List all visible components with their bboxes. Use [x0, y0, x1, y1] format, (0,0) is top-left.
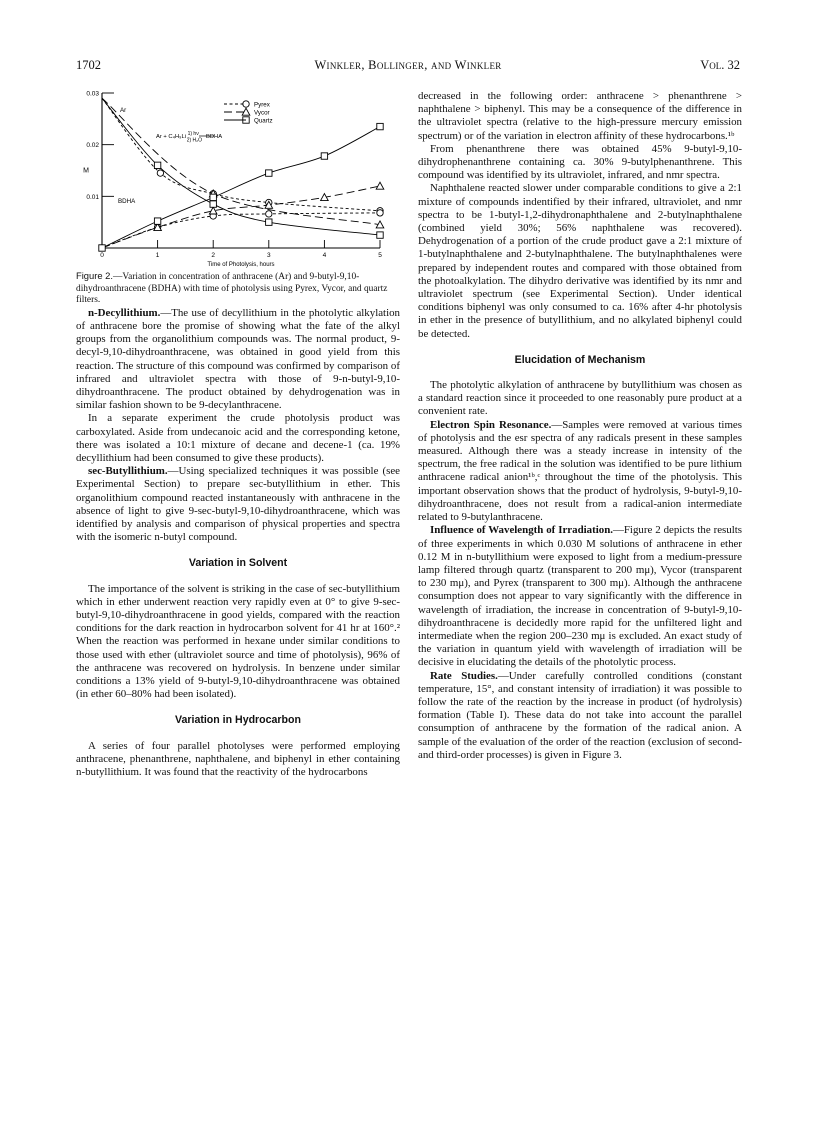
paragraph-carboxylation: In a separate experiment the crude photolysis product was carboxylated. Aside from undecanoic acid and the corresponding ketone, there was isolated a 10:1 mixture of decane and decene-1 (ca. 19% decyllithium had been consumed to give these products).: [76, 412, 400, 465]
data-point-circle: [266, 211, 272, 217]
data-point-square: [154, 218, 160, 224]
x-tick-label: 2: [211, 252, 216, 259]
paragraph-reactivity-order: decreased in the following order: anthracene > phenanthrene > naphthalene > biphenyl. This may be a consequence of the difference in the ultraviolet spectra (relative to the high-pressure mercury emission spectrum) or of the variation in electron affinity of these hydrocarbons.¹ᵇ: [418, 90, 742, 142]
annotation-reaction: Ar + C₄H₉Li 1) hν 2) H₂OBDHA: [156, 131, 223, 144]
paragraph-standard-reaction: The photolytic alkylation of anthracene by butyllithium was chosen as a standard reaction since it proceeded to one reasonably pure product at a convenient rate.: [418, 379, 742, 418]
page-number: 1702: [76, 58, 101, 72]
data-point-square: [99, 245, 105, 251]
figure-2: [76, 90, 400, 270]
data-point-circle: [157, 170, 163, 176]
pyrex-ar-line: [102, 98, 380, 211]
data-point-square: [377, 123, 383, 129]
running-title: Winkler, Bollinger, and Winkler: [314, 58, 502, 72]
y-tick-label: 0.02: [86, 142, 99, 150]
right-column: [418, 90, 742, 762]
y-axis-label: M: [83, 167, 89, 175]
vycor-ar-line: [102, 98, 380, 225]
data-point-square: [210, 201, 216, 207]
legend-label: Pyrex: [254, 101, 270, 109]
paragraph-naphthalene: Naphthalene reacted slower under comparable conditions to give a 2:1 mixture of compounds indentified by their infrared, ultraviolet, and nmr spectra to be 1-butyl-1,2-dihydronaphthalene and 2-butylnaphthalene (combined yield 30%; 56% naphthalene was recovered). Dehydrogenation of a portion of the crude product gave a 2:1 mixture of 1-butylnaphthalene and 2-butylnaphthalene. The butylnaphthalenes were prepared by independent routes and compared with those obtained from the photoalkylation. The dihydro derivative was identified by its nmr and ultraviolet spectrum (see Experimental Section). Under identical conditions biphenyl was only consumed to ca. 16% after 4-hr photolysis in ether in the presence of butyllithium, and no alkylated biphenyl could be detected.: [418, 182, 742, 340]
chart-series: [99, 98, 384, 251]
chart-labels: [83, 91, 382, 269]
running-header: [76, 58, 740, 74]
data-point-square: [321, 153, 327, 159]
y-tick-label: 0.01: [86, 193, 99, 201]
x-tick-label: 4: [322, 252, 327, 259]
paragraph-phenanthrene: From phenanthrene there was obtained 45% 9-butyl-9,10-dihydrophenanthrene containing ca. 30% 9-butylphenanthrene. This compound was identified by its ultraviolet, infrared, and nmr spectra.: [418, 142, 742, 182]
annotation-ar: Ar: [120, 107, 127, 114]
volume-label: Vol. 32: [700, 58, 740, 72]
paragraph-decyllithium: n-Decyllithium.—The use of decyllithium in the photolytic alkylation of anthracene bore the promise of showing what the fate of the alkyl groups from the organolithium compounds was. The normal product, 9-decyl-9,10-dihydroanthracene, was obtained in good yield from this reaction. The structure of this compound was confirmed by comparison of infrared and ultraviolet spectra with those of 9-n-butyl-9,10-dihydroanthracene. The product obtained by dehydrogenation was in similar fashion shown to be 9-decylanthracene.: [76, 306, 400, 412]
data-point-square: [266, 219, 272, 225]
x-tick-label: 0: [100, 252, 104, 259]
paragraph-solvent: The importance of the solvent is striking in the case of sec-butyllithium which in ether underwent reaction very rapidly even at 0° to give 9-sec-butyl-9,10-dihydroanthracene in good yields, compared with the reaction conditions for the dark reaction in hydrocarbon solvent for 41 hr at 160°.² When the reaction was performed in hexane under similar conditions to those used with ether (ultraviolet source and time of photolysis), 96% of the anthracene was recovered on hydrolysis. In benzene under similar conditions a 13% yield of 9-butyl-9,10-dihydroanthracene was obtained (in ether 60–80% had been isolated).: [76, 582, 400, 701]
paragraph-rate-studies: Rate Studies.—Under carefully controlled conditions (constant temperature, 15°, and constant intensity of irradiation) it was possible to follow the rate of the reaction by the increase in product (of hydrolysis) formation (Table I). These data do not take into account the parallel consumption of anthracene by the formation of the radical anion. A sample of the evaluation of the order of the reaction (exclusion of second- and third-order processes) is given in Figure 3.: [418, 669, 742, 761]
left-column: [76, 90, 400, 779]
legend-label: Vycor: [254, 109, 270, 117]
data-point-square: [154, 162, 160, 168]
figure-caption: Figure 2.—Variation in concentration of anthracene (Ar) and 9-butyl-9,10-dihydroanthracene (BDHA) with time of photolysis using Pyrex, Vycor, and quartz filters.: [76, 270, 388, 306]
paragraph-sec-butyllithium: sec-Butyllithium.—Using specialized techniques it was possible (see Experimental Section) to prepare sec-butyllithium in ether. This organolithium compound reacted instantaneously with anthracene in the absence of light to give 9-sec-butyl-9,10-dihydroanthracene, which was identified by analysis and comparison of physical properties and spectra with the isomeric n-butyl compound.: [76, 465, 400, 544]
data-point-square: [210, 194, 216, 200]
vycor-bdha-line: [102, 186, 380, 248]
heading-elucidation-of-mechanism: Elucidation of Mechanism: [514, 353, 646, 366]
data-point-circle: [377, 210, 383, 216]
heading-variation-in-hydrocarbon: Variation in Hydrocarbon: [175, 714, 301, 727]
y-tick-label: 0.03: [86, 90, 99, 98]
heading-variation-in-solvent: Variation in Solvent: [188, 557, 288, 570]
paragraph-esr: Electron Spin Resonance.—Samples were removed at various times of photolysis and the esr spectra of any radicals present in these samples measured. Although there was a steady increase in intensity of the spectrum, the free radical in the solution was identified to be pure lithium anthracene radical anion¹ᵇ,ᶜ throughout the time of the photolysis. This important observation shows that the product of hydrolysis, 9-butyl-9,10-dihydroanthracene, does not result from a radical-anion intermediate related to 9-butylanthracene.: [418, 418, 743, 524]
paragraph-hydrocarbon: A series of four parallel photolyses were performed employing anthracene, phenanthrene, naphthalene, and biphenyl in ether containing n-butyllithium. It was found that the reactivity of the hydrocarbons: [76, 739, 400, 779]
x-tick-label: 1: [155, 252, 160, 259]
data-point-square: [377, 232, 383, 238]
x-tick-label: 5: [378, 252, 382, 259]
data-point-square: [266, 170, 272, 176]
data-point-triangle: [376, 182, 384, 189]
legend-label: Quartz: [254, 117, 273, 125]
x-tick-label: 3: [266, 252, 271, 259]
quartz-bdha-line: [102, 127, 380, 248]
figure-2-chart: [76, 90, 400, 270]
x-axis-label: Time of Photolysis, hours: [207, 262, 275, 268]
annotation-bdha: BDHA: [118, 198, 136, 205]
chart-axes: [102, 93, 380, 248]
paragraph-wavelength: Influence of Wavelength of Irradiation.—Figure 2 depicts the results of three experiments in which 0.030 M solutions of anthracene in ether 0.12 M in n-butyllithium were exposed to light from a medium-pressure lamp filtered through quartz (transparent to 200 mμ), Vycor (transparent to 230 mμ), and Pyrex (transparent to 300 mμ). Although the anthracene consumption does not appear to vary significantly with the difference in wavelength of irradiation, the increase in concentration of 9-butyl-9,10-dihydroanthracene is decidedly more rapid for the unfiltered light and intermediate when the region 200–230 mμ is excluded. An exact study of the variation in quantum yield with wavelength of irradiation will be decisive in elucidating the details of the photolytic process.: [418, 524, 742, 669]
